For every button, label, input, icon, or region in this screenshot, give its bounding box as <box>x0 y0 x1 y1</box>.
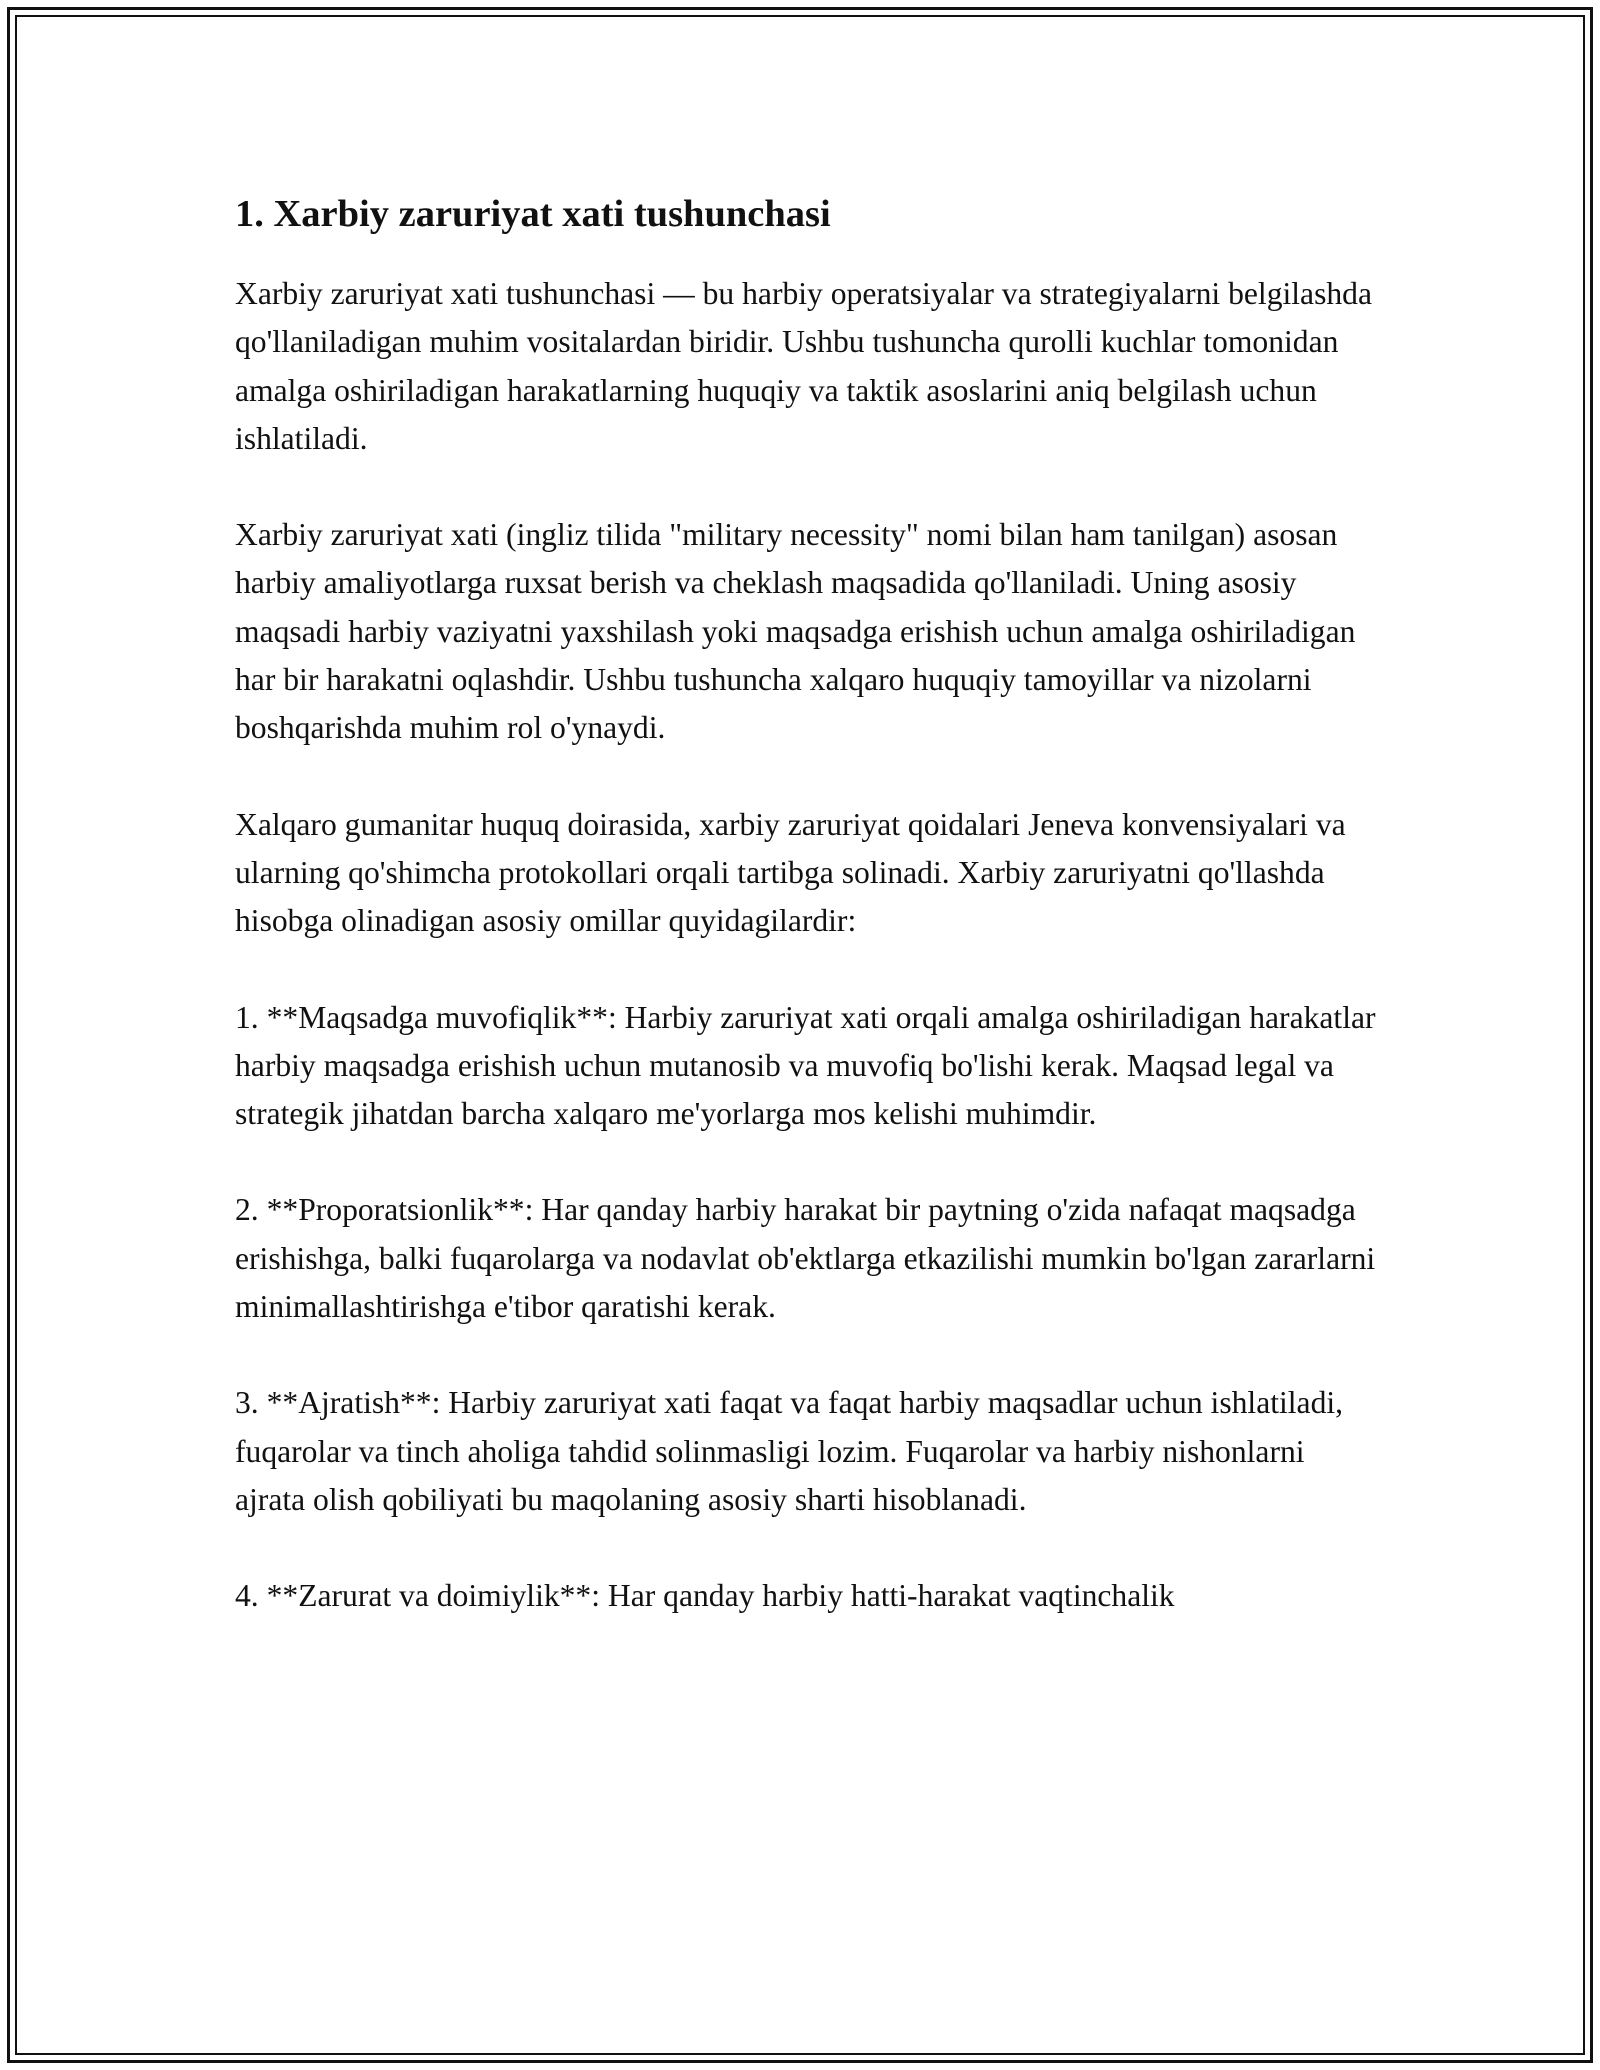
paragraph-humanitarian-law: Xalqaro gumanitar huquq doirasida, xarbiy zaruriyat qoidalari Jeneva konvensiyalari va ularning qo'shimcha protokollari orqali tartibga solinadi. Xarbiy zaruriyatni qo'llashda hisobga olinadigan asosiy omillar quyidagilardir: <box>235 806 1346 939</box>
paragraph-intro: Xarbiy zaruriyat xati tushunchasi — bu harbiy operatsiyalar va strategiyalarni belgilashda qo'llaniladigan muhim vositalardan biridir. Ushbu tushuncha qurolli kuchlar tomonidan amalga oshiriladigan harakatlarning huquqiy va taktik asoslarini aniq belgilash uchun ishlatiladi. <box>235 276 1372 456</box>
list-item-distinction: 3. **Ajratish**: Harbiy zaruriyat xati faqat va faqat harbiy maqsadlar uchun ishlatiladi, fuqarolar va tinch aholiga tahdid solinmasligi lozim. Fuqarolar va harbiy nishonlarni ajrata olish qobiliyati bu maqolaning asosiy sharti hisoblanadi. <box>235 1385 1344 1517</box>
list-item-necessity: 4. **Zarurat va doimiylik**: Har qanday harbiy hatti-harakat vaqtinchalik <box>235 1578 1175 1614</box>
document-title: 1. Xarbiy zaruriyat xati tushunchasi <box>235 193 831 235</box>
paragraph-military-necessity: Xarbiy zaruriyat xati (ingliz tilida "military necessity" nomi bilan ham tanilgan) asosan harbiy amaliyotlarga ruxsat berish va cheklash maqsadida qo'llaniladi. Uning asosiy maqsadi harbiy vaziyatni yaxshilash yoki maqsadga erishish uchun amalga oshiriladigan har bir harakatni oqlashdir. Ushbu tushuncha xalqaro huquqiy tamoyillar va nizolarni boshqarishda muhim rol o'ynaydi. <box>235 517 1356 746</box>
list-item-proportionality: 2. **Proporatsionlik**: Har qanday harbiy harakat bir paytning o'zida nafaqat maqsadga erishishga, balki fuqarolarga va nodavlat ob'ektlarga etkazilishi mumkin bo'lgan zararlarni minimallashtirishga e'tibor qaratishi kerak. <box>235 1192 1376 1325</box>
document-body <box>235 188 1380 1669</box>
list-item-purpose: 1. **Maqsadga muvofiqlik**: Harbiy zaruriyat xati orqali amalga oshiriladigan harakatlar harbiy maqsadga erishish uchun mutanosib va muvofiq bo'lishi kerak. Maqsad legal va strategik jihatdan barcha xalqaro me'yorlarga mos kelishi muhimdir. <box>235 999 1376 1132</box>
